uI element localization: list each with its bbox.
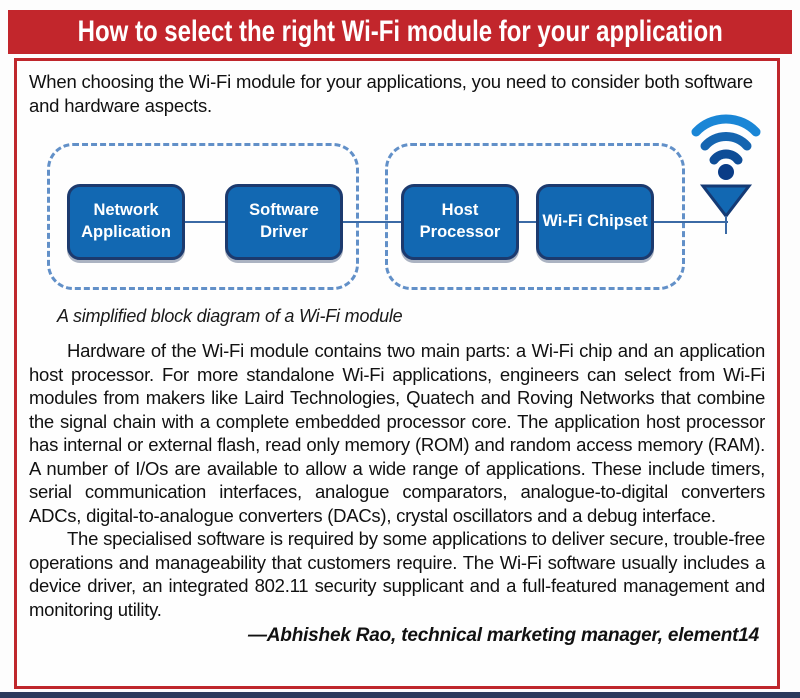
block-wifi-chipset <box>536 184 654 260</box>
block-label: Network Application <box>81 201 171 241</box>
block-label: Wi-Fi Chipset <box>542 212 648 231</box>
block-network-application <box>67 184 185 260</box>
intro-text: When choosing the Wi-Fi module for your applications, you need to consider both software and hardware aspects. <box>29 71 753 116</box>
content-box <box>14 58 780 689</box>
block-host-processor <box>401 184 519 260</box>
block-software-driver <box>225 184 343 260</box>
wifi-antenna-icon <box>688 100 764 239</box>
article-header <box>8 10 792 54</box>
body-paragraph-2: The specialised software is required by some applications to deliver secure, trouble-free operations and manageability that customers require. The Wi-Fi software usually includes a device driver, an integrated 802.11 security supplicant and a full-featured management and monitoring utility. <box>29 528 765 620</box>
diagram-caption: A simplified block diagram of a Wi-Fi module <box>57 306 403 326</box>
bottom-bar <box>0 692 800 698</box>
block-diagram <box>17 120 777 298</box>
body-paragraph-1: Hardware of the Wi-Fi module contains two main parts: a Wi-Fi chip and an application host processor. For more standalone Wi-Fi applications, engineers can select from Wi-Fi modules from makers like Laird Technologies, Quatech and Roving Networks that combine the signal chain with a complete embedded processor core. The application host processor has internal or external flash, read only memory (ROM) and random access memory (RAM). A number of I/Os are available to allow a wide range of applications. These include timers, serial communication interfaces, analogue comparators, analogue-to-digital converters ADCs, digital-to-analogue converters (DACs), crystal oscillators and a debug interface. <box>29 340 765 526</box>
block-label: Software Driver <box>249 201 319 241</box>
author-attribution: —Abhishek Rao, technical marketing manager, element14 <box>247 625 759 646</box>
article-body <box>17 327 777 647</box>
block-label: Host Processor <box>419 201 501 241</box>
page-title: How to select the right Wi-Fi module for your application <box>77 15 723 48</box>
